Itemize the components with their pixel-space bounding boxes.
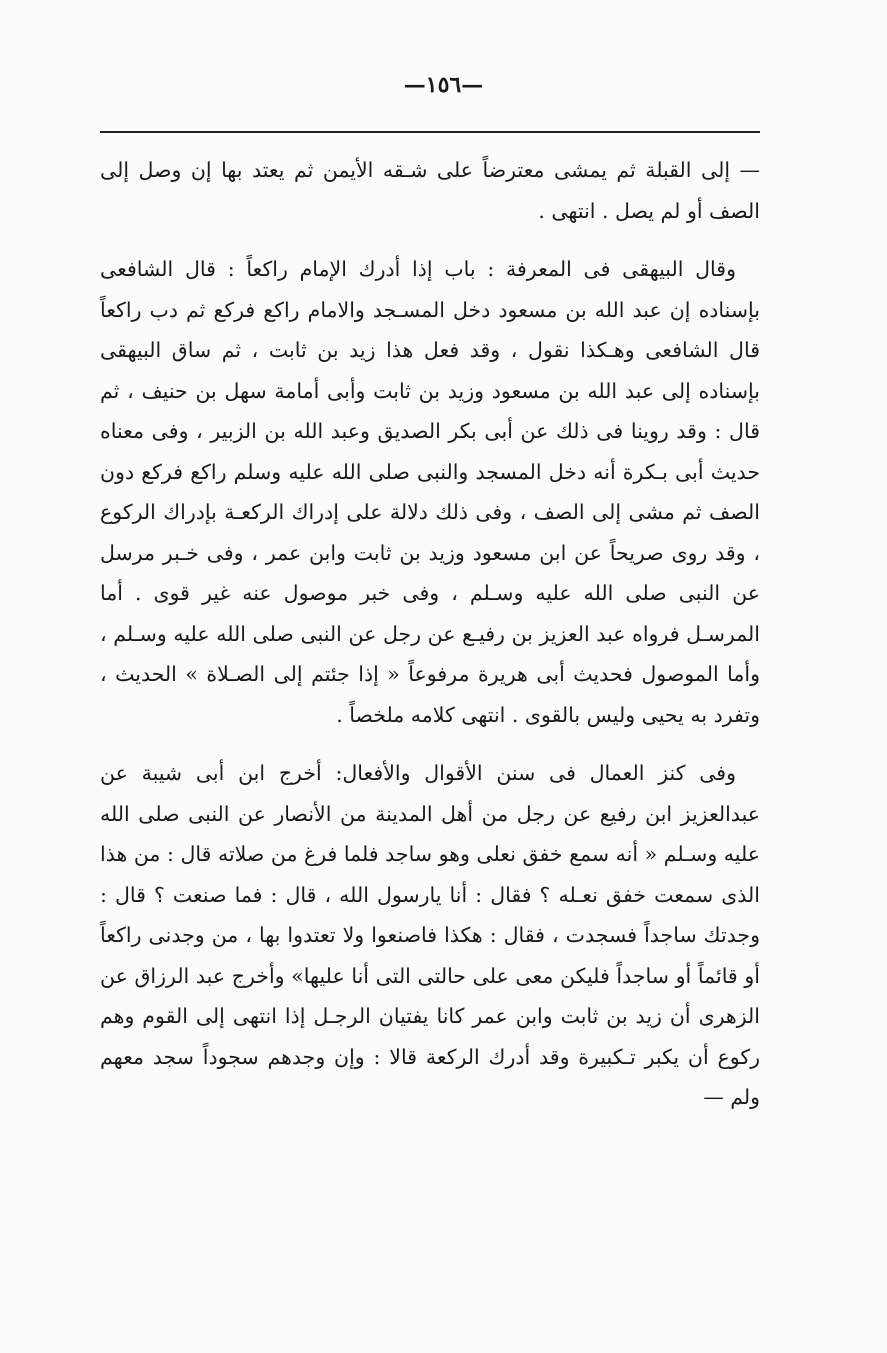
- body-text: [100, 150, 760, 1118]
- paragraph-continuation: — إلى القبلة ثم يمشى معترضاً على شـقه الأيمن ثم يعتد بها إن وصل إلى الصف أو لم يصل . انتهى .: [100, 158, 760, 223]
- header-rule: [100, 131, 760, 133]
- page-number: —١٥٦—: [403, 72, 484, 98]
- paragraph-kanz-al-ummal: وفى كنز العمال فى سنن الأقوال والأفعال: أخرج ابن أبى شيبة عن عبدالعزيز ابن رفيع عن رجل من أهل المدينة من الأنصار عن النبى صلى الله عليه وسـلم « أنه سمع خفق نعلى وهو ساجد فلما فرغ من صلاته قال : من هذا الذى سمعت خفق نعـله ؟ فقال : أنا يارسول الله ، قال : فما صنعت ؟ قال : وجدتك ساجداً فسجدت ، فقال : هكذا فاصنعوا ولا تعتدوا بها ، من وجدنى راكعاً أو قائماً أو ساجداً فليكن معى على حالتى التى أنا عليها» وأخرج عبد الرزاق عن الزهرى أن زيد بن ثابت وابن عمر كانا يفتيان الرجـل إذا انتهى إلى القوم وهم ركوع أن يكبر تـكبيرة وقد أدرك الركعة قالا : وإن وجدهم سجوداً سجد معهم ولم —: [100, 761, 760, 1109]
- paragraph-bayhaqi: وقال البيهقى فى المعرفة : باب إذا أدرك الإمام راكعاً : قال الشافعى بإسناده إن عبد الله بن مسعود دخل المسـجد والامام راكع فركع ثم دب راكعاً قال الشافعى وهـكذا نقول ، وقد فعل هذا زيد بن ثابت ، ثم ساق البيهقى بإسناده إلى عبد الله بن مسعود وزيد بن ثابت وأبى أمامة سهل بن حنيف ، ثم قال : وقد روينا فى ذلك عن أبى بكر الصديق وعبد الله بن الزبير ، وفى معناه حديث أبى بـكرة أنه دخل المسجد والنبى صلى الله عليه وسلم راكع فركع دون الصف ثم مشى إلى الصف ، وفى ذلك دلالة على إدراك الركعـة بإدراك الركوع ، وقد روى صريحاً عن ابن مسعود وزيد بن ثابت وابن عمر ، وفى خـبر مرسل عن النبى صلى الله عليه وسـلم ، وفى خبر موصول عنه غير قوى . أما المرسـل فرواه عبد العزيز بن رفيـع عن رجل عن النبى صلى الله عليه وسـلم ، وأما الموصول فحديث أبى هريرة مرفوعاً « إذا جئتم إلى الصـلاة » الحديث ، وتفرد به يحيى وليس بالقوى . انتهى كلامه ملخصاً .: [100, 257, 760, 727]
